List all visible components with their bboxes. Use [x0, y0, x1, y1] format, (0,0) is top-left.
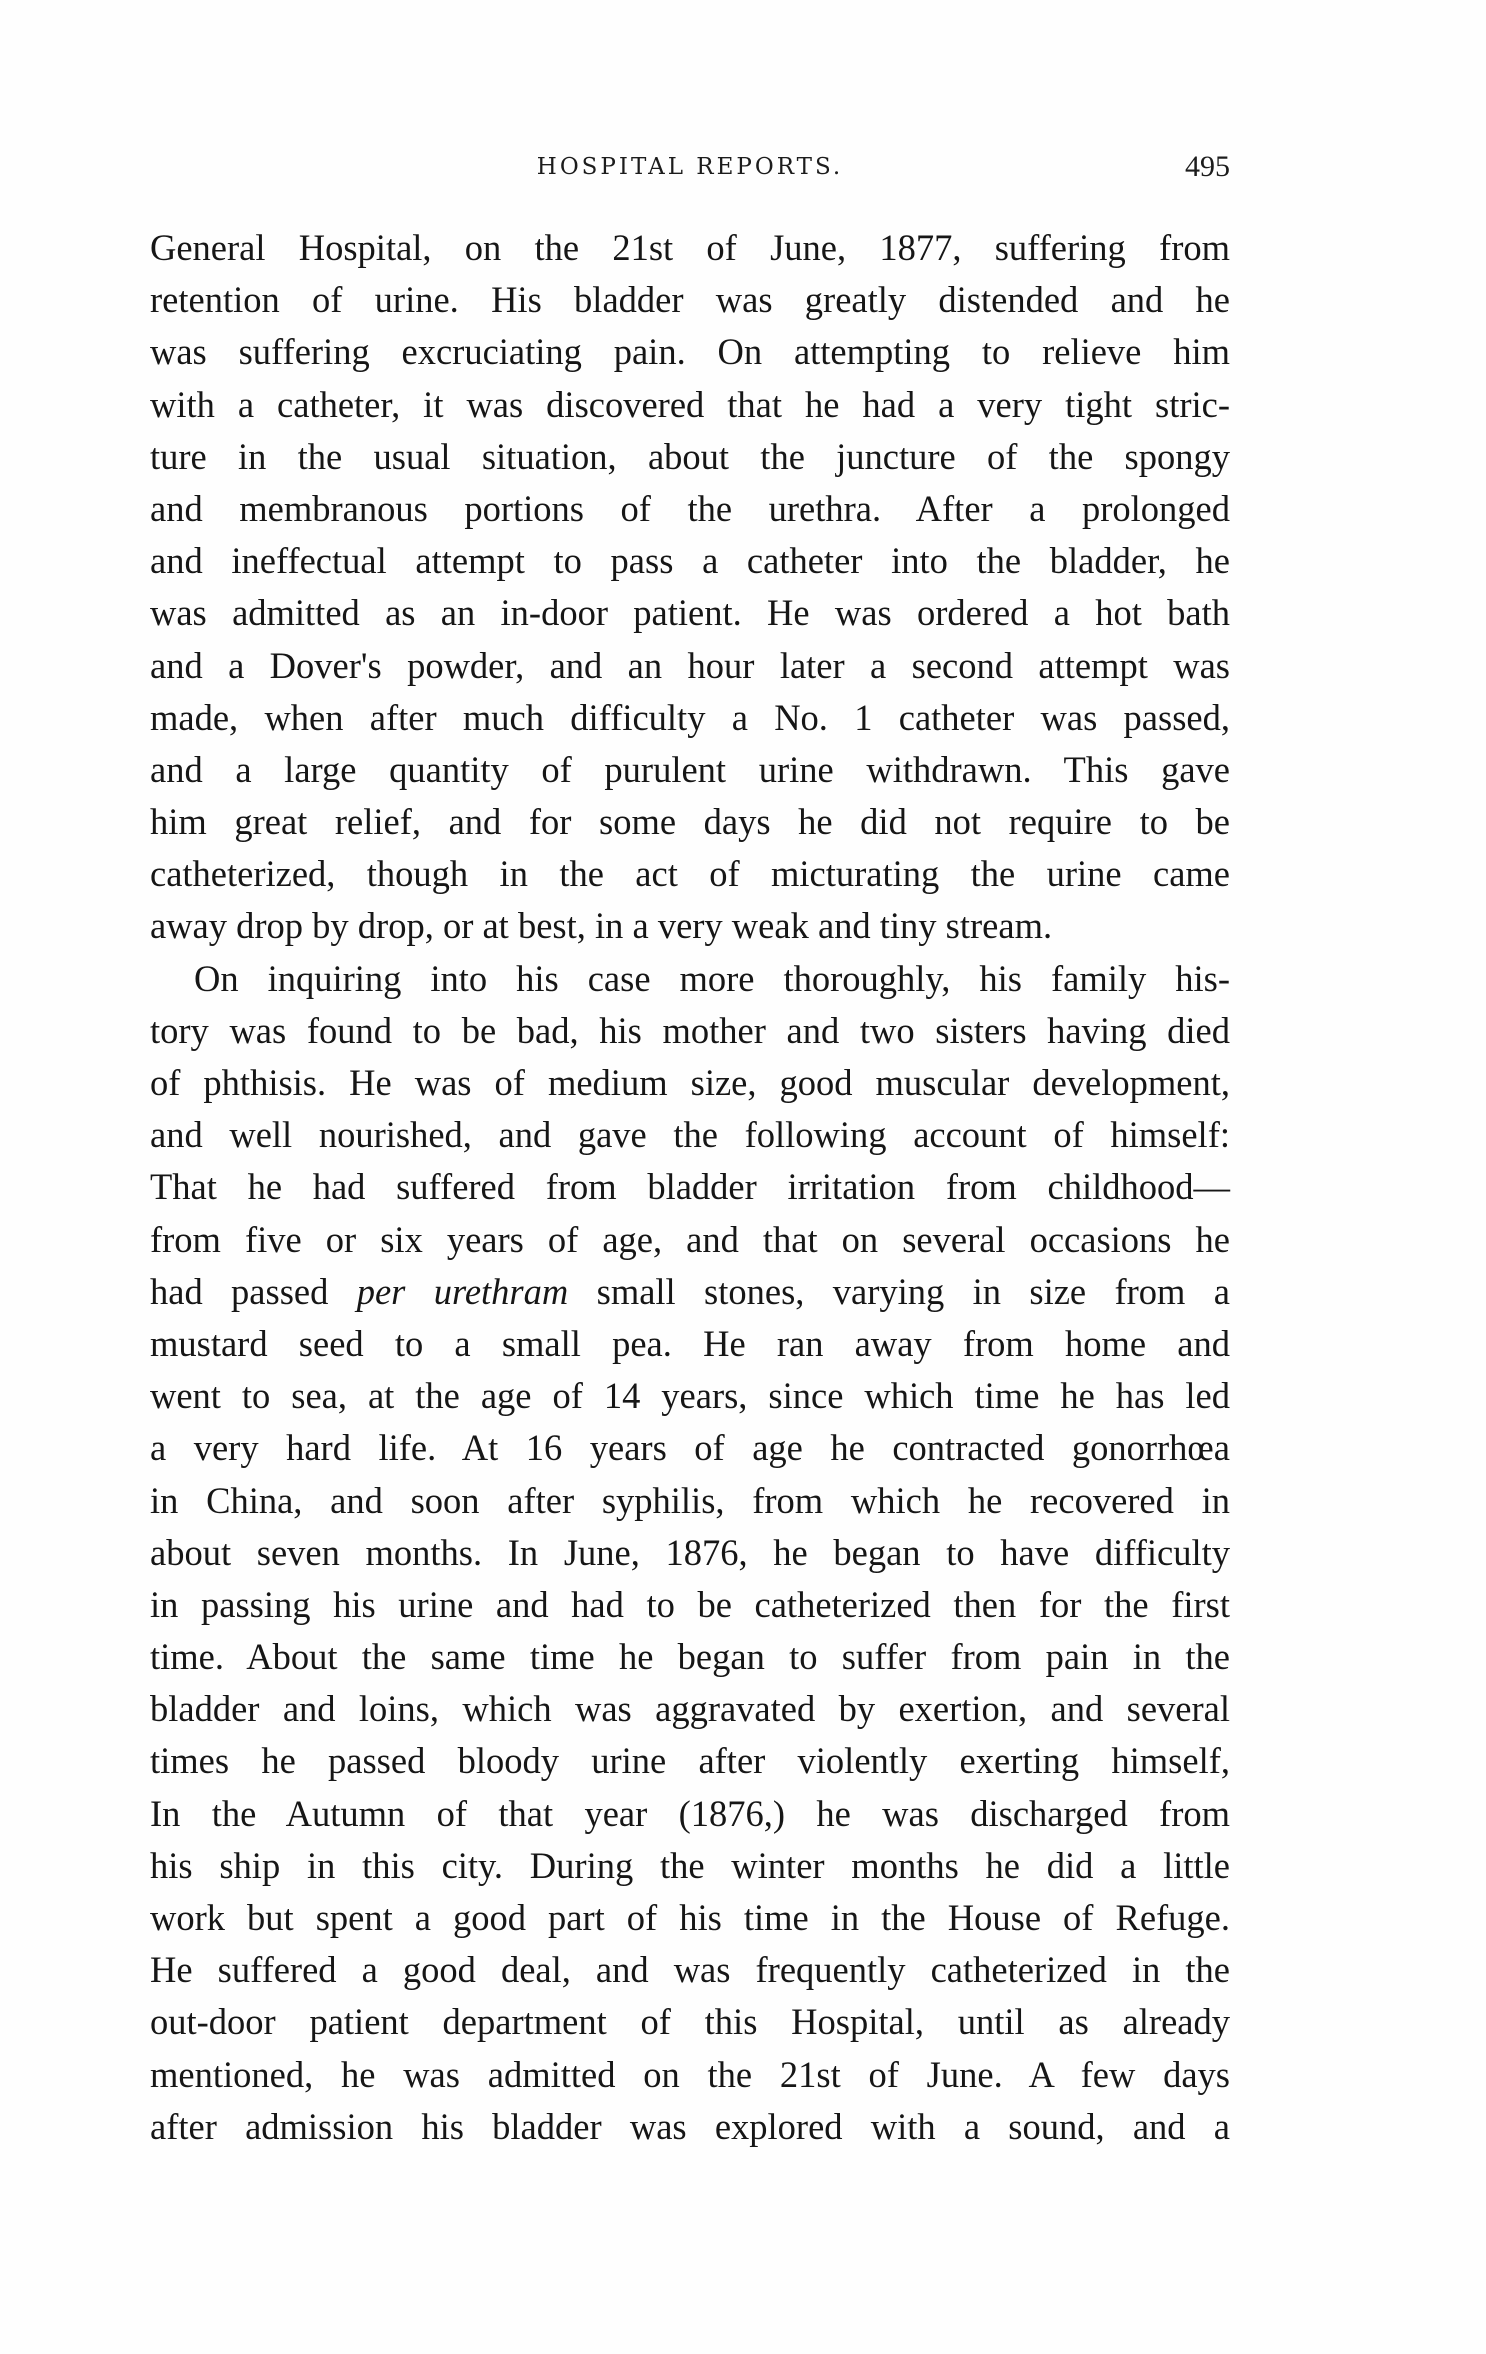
- italic-phrase: per urethram: [356, 1270, 569, 1312]
- text-line: tory was found to be bad, his mother and two sisters having died: [150, 1009, 1230, 1051]
- text-line: time. About the same time he began to suffer from pain in the: [150, 1636, 1230, 1678]
- text-line: and a large quantity of purulent urine withdrawn. This gave: [150, 748, 1230, 790]
- text-line: and ineffectual attempt to pass a catheter into the bladder, he: [150, 540, 1230, 582]
- body-text: [150, 222, 1230, 2153]
- text-line: in China, and soon after syphilis, from which he recovered in: [150, 1479, 1230, 1521]
- text-line: away drop by drop, or at best, in a very weak and tiny stream.: [150, 905, 1053, 947]
- text-line: retention of urine. His bladder was greatly distended and he: [150, 279, 1230, 321]
- text-segment: small stones, varying in size from a: [596, 1270, 1230, 1312]
- text-segment: had passed: [150, 1270, 329, 1312]
- text-line: He suffered a good deal, and was frequently catheterized in the: [150, 1949, 1230, 1991]
- text-line: and a Dover's powder, and an hour later a second attempt was: [150, 644, 1230, 686]
- text-line: was suffering excruciating pain. On attempting to relieve him: [150, 331, 1230, 373]
- page-number: 495: [1185, 150, 1230, 183]
- text-line: mustard seed to a small pea. He ran away from home and: [150, 1322, 1230, 1364]
- text-line: him great relief, and for some days he did not require to be: [150, 801, 1230, 843]
- text-line: was admitted as an in-door patient. He was ordered a hot bath: [150, 592, 1230, 634]
- text-line: went to sea, at the age of 14 years, since which time he has led: [150, 1375, 1230, 1417]
- text-line: in passing his urine and had to be catheterized then for the first: [150, 1583, 1230, 1625]
- text-line: after admission his bladder was explored with a sound, and a: [150, 2105, 1230, 2147]
- text-line: from five or six years of age, and that on several occasions he: [150, 1218, 1230, 1260]
- text-line: out-door patient department of this Hospital, until as already: [150, 2001, 1230, 2043]
- text-line: work but spent a good part of his time in the House of Refuge.: [150, 1897, 1230, 1938]
- text-line: catheterized, though in the act of micturating the urine came: [150, 853, 1230, 895]
- text-line: In the Autumn of that year (1876,) he was discharged from: [150, 1792, 1230, 1834]
- text-line: and membranous portions of the urethra. After a prolonged: [150, 487, 1230, 529]
- text-line: with a catheter, it was discovered that he had a very tight stric-: [150, 383, 1230, 425]
- text-line: about seven months. In June, 1876, he began to have difficulty: [150, 1531, 1230, 1573]
- text-line: made, when after much difficulty a No. 1 catheter was passed,: [150, 696, 1230, 738]
- text-line: and well nourished, and gave the following account of himself:: [150, 1114, 1230, 1156]
- text-line: mentioned, he was admitted on the 21st of June. A few days: [150, 2053, 1230, 2095]
- text-line: his ship in this city. During the winter months he did a little: [150, 1844, 1230, 1886]
- text-line: On inquiring into his case more thoroughly, his family his-: [194, 957, 1230, 999]
- text-line-with-italic: [150, 1266, 1230, 1318]
- text-line: of phthisis. He was of medium size, good muscular development,: [150, 1062, 1230, 1103]
- text-line: times he passed bloody urine after violently exerting himself,: [150, 1740, 1230, 1782]
- running-head: [150, 150, 1230, 190]
- text-line: bladder and loins, which was aggravated by exertion, and several: [150, 1688, 1230, 1730]
- running-title: HOSPITAL REPORTS.: [536, 154, 844, 180]
- text-line: General Hospital, on the 21st of June, 1877, suffering from: [150, 227, 1230, 268]
- text-line: That he had suffered from bladder irritation from childhood—: [150, 1166, 1230, 1208]
- text-line: ture in the usual situation, about the juncture of the spongy: [150, 435, 1230, 477]
- text-line: a very hard life. At 16 years of age he contracted gonorrhœa: [150, 1427, 1230, 1469]
